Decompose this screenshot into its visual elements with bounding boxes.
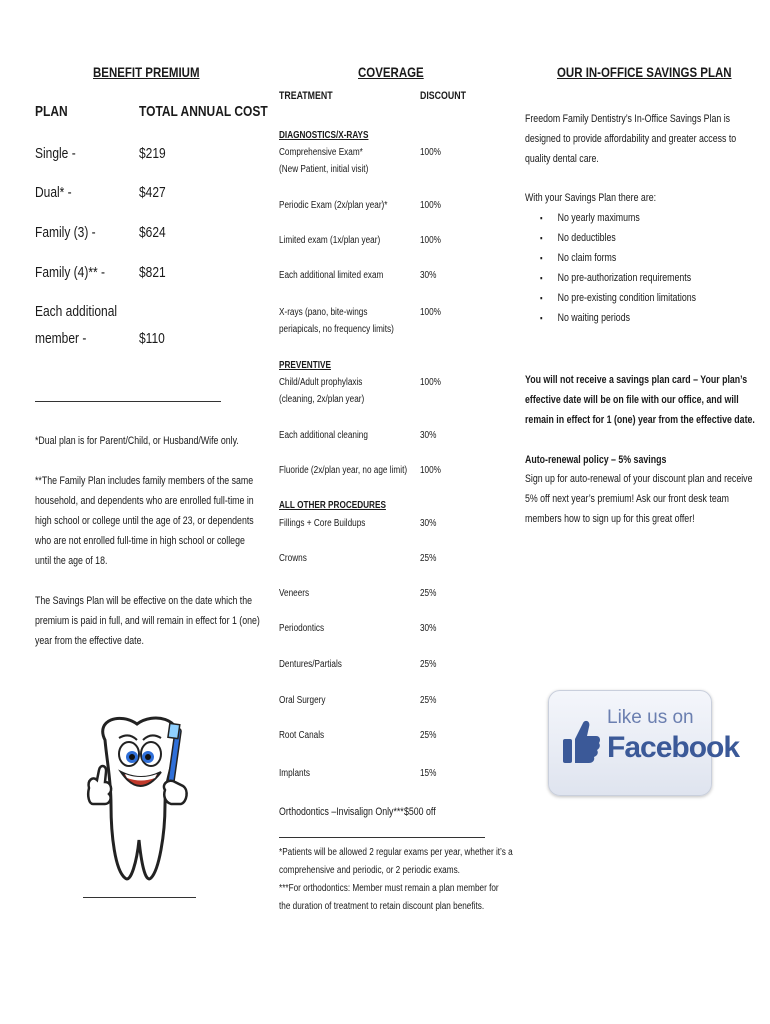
discount-value: 30%: [420, 430, 437, 441]
facebook-like-button[interactable]: [548, 690, 740, 796]
treatment-item: Each additional limited exam: [279, 270, 384, 281]
thumbs-up-icon: [561, 717, 601, 767]
other-procedures-section-title: ALL OTHER PROCEDURES: [279, 500, 386, 511]
discount-value: 100%: [420, 235, 441, 246]
exam-footnote: *Patients will be allowed 2 regular exams per year, whether it’s a comprehensive and periodic, or 2 periodic exams.: [279, 847, 513, 876]
list-item: ▪ No waiting periods: [540, 308, 696, 328]
discount-column-header: DISCOUNT: [420, 90, 466, 102]
dual-plan-note: *Dual plan is for Parent/Child, or Husband/Wife only.: [35, 435, 239, 447]
divider: [279, 837, 485, 838]
divider: [83, 897, 196, 898]
plan-row-cost: $427: [139, 184, 166, 201]
list-item: ▪ No yearly maximums: [540, 208, 696, 228]
benefits-list: [540, 208, 696, 328]
discount-value: 25%: [420, 730, 437, 741]
treatment-item: Periodic Exam (2x/plan year)*: [279, 200, 388, 211]
discount-value: 30%: [420, 270, 437, 281]
coverage-heading: COVERAGE: [358, 64, 424, 80]
discount-value: 100%: [420, 307, 441, 318]
additional-member-label: member -: [35, 330, 87, 347]
plan-row-label: Family (3) -: [35, 224, 96, 241]
auto-renewal-text: Sign up for auto-renewal of your discount plan and receive 5% off next year’s premium! Ask our front desk team members how to sign up for this great offer!: [525, 473, 753, 525]
plan-row-cost: $624: [139, 224, 166, 241]
family-plan-note: **The Family Plan includes family members of the same household, and dependents who are enrolled full-time in high school or college until the age of 23, or dependents who are not enrolled full-time in high school or college until the age of 18.: [35, 475, 254, 567]
list-item: ▪ No pre-existing condition limitations: [540, 288, 696, 308]
treatment-item: Fillings + Core Buildups: [279, 518, 366, 529]
discount-value: 100%: [420, 377, 441, 388]
treatment-item: Oral Surgery: [279, 695, 326, 706]
savings-plan-heading: OUR IN-OFFICE SAVINGS PLAN: [557, 64, 732, 80]
discount-value: 100%: [420, 200, 441, 211]
discount-value: 25%: [420, 695, 437, 706]
treatment-item: Child/Adult prophylaxis (cleaning, 2x/plan year): [279, 377, 365, 405]
plan-row-cost: $821: [139, 264, 166, 281]
treatment-item: Limited exam (1x/plan year): [279, 235, 381, 246]
facebook-like-text: Like us on: [607, 707, 694, 728]
treatment-item: Dentures/Partials: [279, 659, 342, 670]
auto-renewal-title: Auto-renewal policy – 5% savings: [525, 454, 667, 466]
discount-value: 15%: [420, 768, 437, 779]
plan-intro: Freedom Family Dentistry’s In-Office Savings Plan is designed to provide affordability and greater access to quality dental care.: [525, 113, 737, 165]
treatment-item: Veneers: [279, 588, 310, 599]
list-item: ▪ No claim forms: [540, 248, 696, 268]
tooth-mascot-image: [85, 710, 195, 890]
list-item: ▪ No pre-authorization requirements: [540, 268, 696, 288]
diagnostics-section-title: DIAGNOSTICS/X-RAYS: [279, 130, 369, 141]
plan-row-label: Single -: [35, 145, 76, 162]
treatment-item: Fluoride (2x/plan year, no age limit): [279, 465, 408, 476]
list-item: ▪ No deductibles: [540, 228, 696, 248]
treatment-item: Implants: [279, 768, 310, 779]
benefits-intro: With your Savings Plan there are:: [525, 192, 657, 204]
ortho-footnote: ***For orthodontics: Member must remain a plan member for the duration of treatment to retain discount plan benefits.: [279, 883, 499, 912]
additional-member-cost: $110: [139, 330, 165, 347]
discount-value: 25%: [420, 553, 437, 564]
plan-row-label: Family (4)** -: [35, 264, 106, 281]
discount-value: 30%: [420, 518, 437, 529]
divider: [35, 401, 221, 402]
treatment-item: Periodontics: [279, 623, 325, 634]
plan-column-header: PLAN: [35, 103, 68, 120]
discount-value: 25%: [420, 588, 437, 599]
treatment-item: Each additional cleaning: [279, 430, 368, 441]
discount-value: 100%: [420, 147, 441, 158]
plan-row-cost: $219: [139, 145, 166, 162]
total-cost-column-header: TOTAL ANNUAL COST: [139, 103, 268, 120]
treatment-column-header: TREATMENT: [279, 90, 333, 102]
orthodontics-item: Orthodontics –Invisalign Only***: [279, 806, 404, 818]
effective-date-note: The Savings Plan will be effective on the date which the premium is paid in full, and will remain in effect for 1 (one) year from the effective date.: [35, 595, 260, 647]
discount-value: 30%: [420, 623, 437, 634]
orthodontics-value: $500 off: [404, 806, 436, 818]
benefit-premium-heading: BENEFIT PREMIUM: [93, 64, 200, 80]
additional-member-label: Each additional: [35, 303, 118, 320]
preventive-section-title: PREVENTIVE: [279, 360, 331, 371]
discount-value: 100%: [420, 465, 441, 476]
plan-row-label: Dual* -: [35, 184, 72, 201]
facebook-wordmark: Facebook: [607, 731, 740, 764]
treatment-item: Crowns: [279, 553, 307, 564]
card-notice: You will not receive a savings plan card – Your plan’s effective date will be on file with our office, and will remain in effect for 1 (one) year from the effective date.: [525, 374, 755, 426]
discount-value: 25%: [420, 659, 437, 670]
treatment-item: Root Canals: [279, 730, 325, 741]
treatment-item: X-rays (pano, bite-wings periapicals, no frequency limits): [279, 307, 394, 335]
treatment-item: Comprehensive Exam* (New Patient, initial visit): [279, 147, 369, 175]
